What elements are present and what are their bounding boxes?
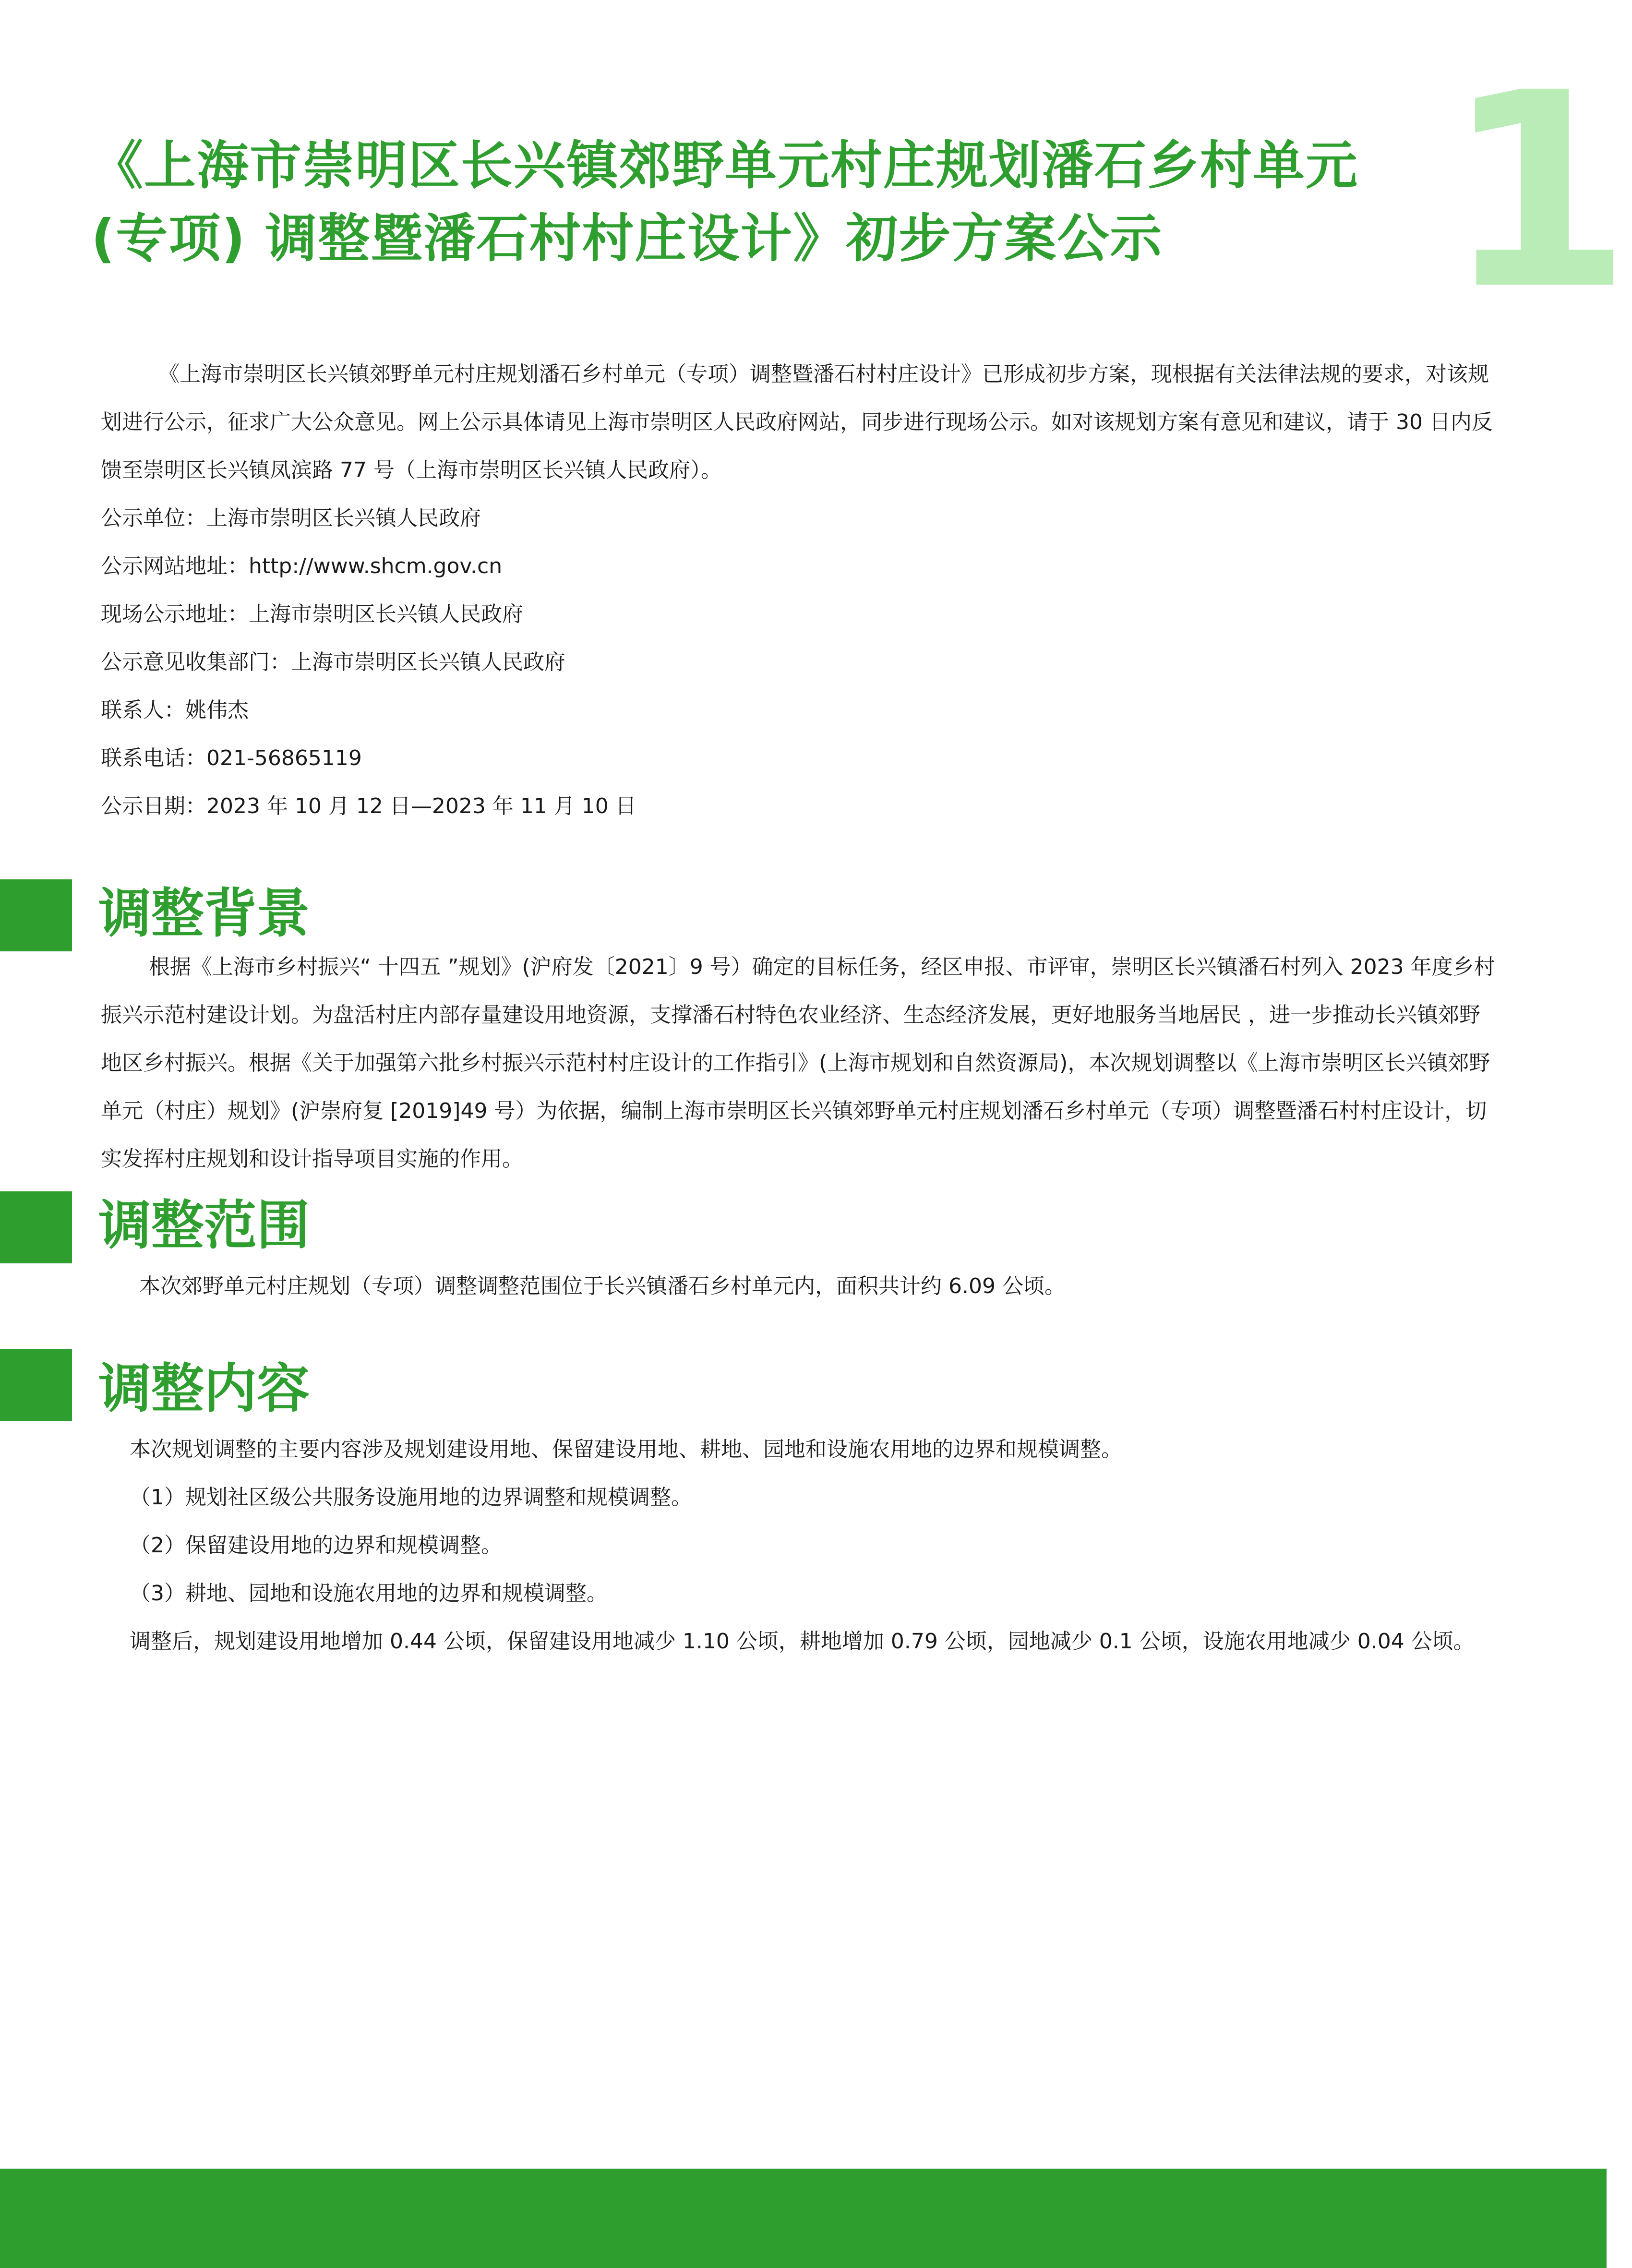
section-heading-content: 调整内容 bbox=[98, 1358, 310, 1419]
section-body-scope bbox=[101, 1262, 1498, 1310]
intro-block bbox=[101, 350, 1493, 830]
feedback-department-line: 公示意见收集部门：上海市崇明区长兴镇人民政府 bbox=[101, 650, 565, 674]
section-body-background bbox=[101, 943, 1498, 1183]
content-item-2: （2）保留建设用地的边界和规模调整。 bbox=[130, 1533, 502, 1558]
intro-paragraph: 《上海市崇明区长兴镇郊野单元村庄规划潘石乡村单元（专项）调整暨潘石村村庄设计》已形成初步方案，现根据有关法律法规的要求，对该规划进行公示，征求广大公众意见。网上公示具体请见上海市崇明区人民政府网站，同步进行现场公示。如对该规划方案有意见和建议，请于 30 日内反馈至崇明区长兴镇凤滨路 77 号（上海市崇明区长兴镇人民政府）。 bbox=[101, 362, 1493, 482]
section-bar-background bbox=[0, 879, 72, 951]
publisher-line: 公示单位：上海市崇明区长兴镇人民政府 bbox=[101, 506, 481, 530]
title-line-2: (专项) 调整暨潘石村村庄设计》初步方案公示 bbox=[91, 209, 1163, 269]
content-summary: 调整后，规划建设用地增加 0.44 公顷，保留建设用地减少 1.10 公顷，耕地增加 0.79 公顷，园地减少 0.1 公顷，设施农用地减少 0.04 公顷。 bbox=[130, 1629, 1475, 1654]
page-title bbox=[91, 130, 1426, 276]
page-number: 1 bbox=[1445, 36, 1632, 348]
footer-band bbox=[0, 2169, 1607, 2268]
content-item-1: （1）规划社区级公共服务设施用地的边界调整和规模调整。 bbox=[130, 1485, 692, 1510]
section-body-content bbox=[67, 1426, 1502, 1666]
contact-person-line: 联系人：姚伟杰 bbox=[101, 698, 249, 722]
scope-paragraph: 本次郊野单元村庄规划（专项）调整调整范围位于长兴镇潘石乡村单元内，面积共计约 6.09 公顷。 bbox=[139, 1274, 1066, 1298]
background-paragraph: 根据《上海市乡村振兴“ 十四五 ”规划》(沪府发〔2021〕9 号）确定的目标任务，经区申报、市评审，崇明区长兴镇潘石村列入 2023 年度乡村振兴示范村建设计划。为盘活村庄内部存量建设用地资源，支撑潘石村特色农业经济、生态经济发展，更好地服务当地居民 ，进一步推动长兴镇郊野地区乡村振兴。根据《关于加强第六批乡村振兴示范村村庄设计的工作指引》(上海市规划和自然资源局)，本次规划调整以《上海市崇明区长兴镇郊野单元（村庄）规划》(沪崇府复 [2019]49 号）为依据，编制上海市崇明区长兴镇郊野单元村庄规划潘石乡村单元（专项）调整暨潘石村村庄设计，切实发挥村庄规划和设计指导项目实施的作用。 bbox=[101, 955, 1495, 1171]
content-item-3: （3）耕地、园地和设施农用地的边界和规模调整。 bbox=[130, 1581, 608, 1606]
onsite-address-line: 现场公示地址：上海市崇明区长兴镇人民政府 bbox=[101, 602, 523, 626]
section-bar-scope bbox=[0, 1191, 72, 1263]
section-heading-background: 调整背景 bbox=[98, 883, 310, 944]
contact-phone-line: 联系电话：021-56865119 bbox=[101, 746, 362, 770]
section-heading-scope: 调整范围 bbox=[98, 1195, 310, 1256]
section-bar-content bbox=[0, 1349, 72, 1421]
content-intro-line: 本次规划调整的主要内容涉及规划建设用地、保留建设用地、耕地、园地和设施农用地的边界和规模调整。 bbox=[130, 1437, 1122, 1462]
publication-date-line: 公示日期：2023 年 10 月 12 日—2023 年 11 月 10 日 bbox=[101, 794, 636, 818]
website-line: 公示网站地址：http://www.shcm.gov.cn bbox=[101, 554, 503, 578]
title-line-1: 《上海市崇明区长兴镇郊野单元村庄规划潘石乡村单元 bbox=[91, 136, 1359, 196]
